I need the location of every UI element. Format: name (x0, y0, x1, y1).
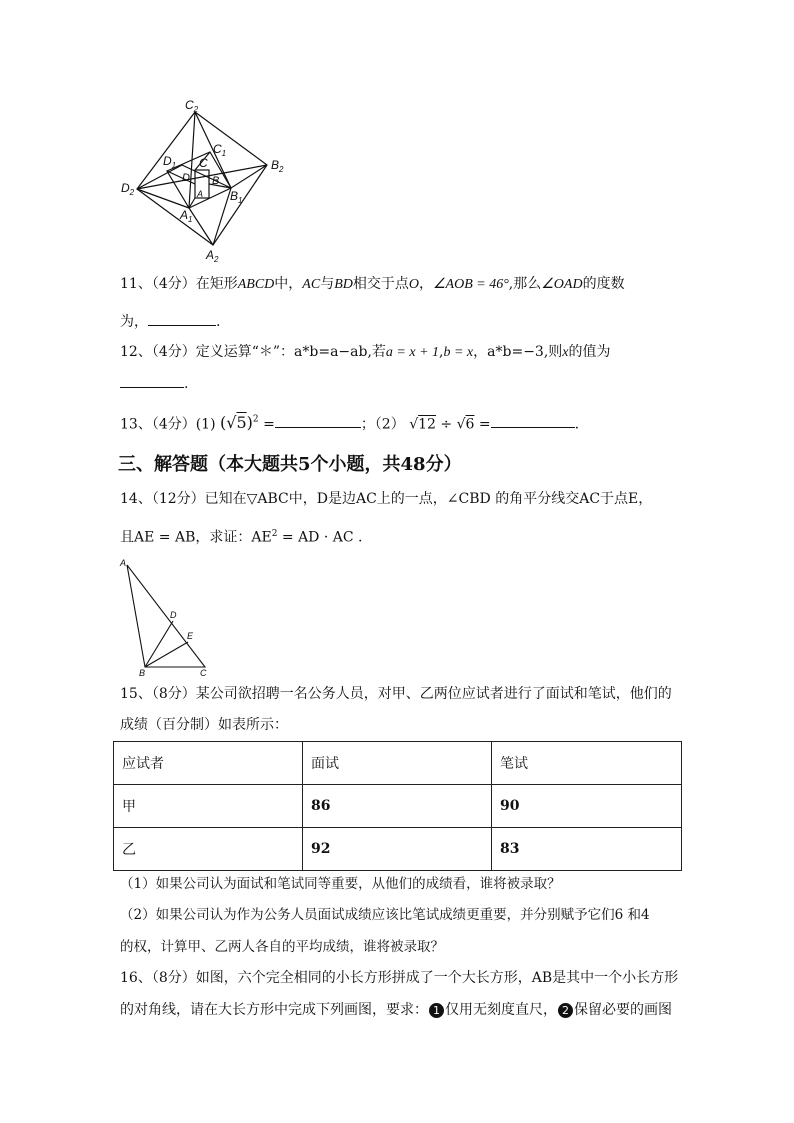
triangle-figure (115, 557, 215, 677)
table-cell: 92 (303, 828, 492, 871)
section-heading: 三、解答题（本大题共5个小题，共48分） (118, 454, 462, 475)
scores-table (113, 741, 682, 871)
label-b: B (212, 175, 220, 187)
sqrt6-expression: √6 (456, 416, 475, 433)
q11-line1: 11、（4分）在矩形ABCD中，AC与BD相交于点O，∠AOB = 46°,那么∠OAD的度数 (120, 276, 625, 292)
circled-number-2: 2 (558, 1003, 573, 1018)
sqrt12-expression: √12 (409, 416, 436, 433)
table-row (114, 785, 682, 828)
table-header-cell: 应试者 (114, 742, 303, 785)
q13-answer1-blank[interactable] (275, 413, 361, 428)
q11-line2: 为， . (120, 311, 220, 332)
q12-line1: 12、（4分）定义运算“＊”：a*b=a−ab,若a = x + 1,b = x，a*b=−3,则x的值为 (120, 344, 611, 360)
label-c: C (200, 668, 207, 677)
q14-line1: 14、（12分）已知在▽ABC中，D是边AC上的一点，∠CBD 的角平分线交AC于点E， (120, 491, 653, 507)
table-header-cell: 面试 (303, 742, 492, 785)
label-a: A (120, 558, 127, 568)
q15-line1: 15、（8分）某公司欲招聘一名公务人员，对甲、乙两位应试者进行了面试和笔试，他们的 (120, 686, 672, 702)
table-cell: 90 (492, 785, 682, 828)
table-cell: 甲 (114, 785, 303, 828)
label-d1: $D_1$ (163, 154, 177, 170)
label-d2: $D_2$ (121, 181, 135, 197)
label-c: C (199, 156, 208, 170)
q12-answer-blank[interactable] (120, 373, 184, 388)
table-row (114, 828, 682, 871)
q15-sub1: （1）如果公司认为面试和笔试同等重要，从他们的成绩看，谁将被录取？ (120, 876, 561, 892)
label-d: D (182, 172, 190, 184)
sqrt5-expression: $(√5)^2$ (220, 413, 259, 433)
q15-line2: 成绩（百分制）如表所示： (120, 717, 288, 733)
q16-line1: 16、（8分）如图，六个完全相同的小长方形拼成了一个大长方形，AB是其中一个小长方形 (120, 970, 679, 986)
table-cell: 86 (303, 785, 492, 828)
circled-number-1: 1 (429, 1003, 444, 1018)
nested-squares-figure (115, 95, 295, 265)
q14-line2: 且AE = AB，求证：$AE^2$ = AD · AC . (120, 529, 363, 546)
q11-answer-blank[interactable] (148, 311, 216, 326)
label-b: B (139, 668, 146, 677)
triangle-abc (127, 565, 205, 667)
label-a2: $A_2$ (206, 248, 219, 264)
table-cell: 乙 (114, 828, 303, 871)
label-d: D (170, 610, 177, 620)
table-header-cell: 笔试 (492, 742, 682, 785)
q16-line2: 的对角线，请在大长方形中完成下列画图，要求： 1 仅用无刻度直尺， 2 保留必要的画图 (120, 1002, 672, 1018)
table-header-row (114, 742, 682, 785)
label-b2: $B_2$ (271, 158, 284, 174)
label-c2: $C_2$ (185, 98, 199, 114)
q12-line2: . (120, 373, 188, 394)
label-c1: $C_1$ (213, 142, 227, 158)
q13-answer2-blank[interactable] (491, 413, 575, 428)
label-e: E (187, 631, 194, 641)
q15-sub2-line1: （2）如果公司认为作为公务人员面试成绩应该比笔试成绩更重要，并分别赋予它们6 和4 (120, 907, 650, 923)
q15-sub2-line2: 的权，计算甲、乙两人各自的平均成绩，谁将被录取？ (120, 939, 444, 955)
table-cell: 83 (492, 828, 682, 871)
q13-line: 13、（4分）(1) $(√5)^2$ = ；（2） √12 ÷ √6 = . (120, 413, 580, 433)
label-b1: $B_1$ (230, 189, 243, 205)
label-a: A (197, 189, 204, 199)
label-a1: $A_1$ (180, 208, 193, 224)
